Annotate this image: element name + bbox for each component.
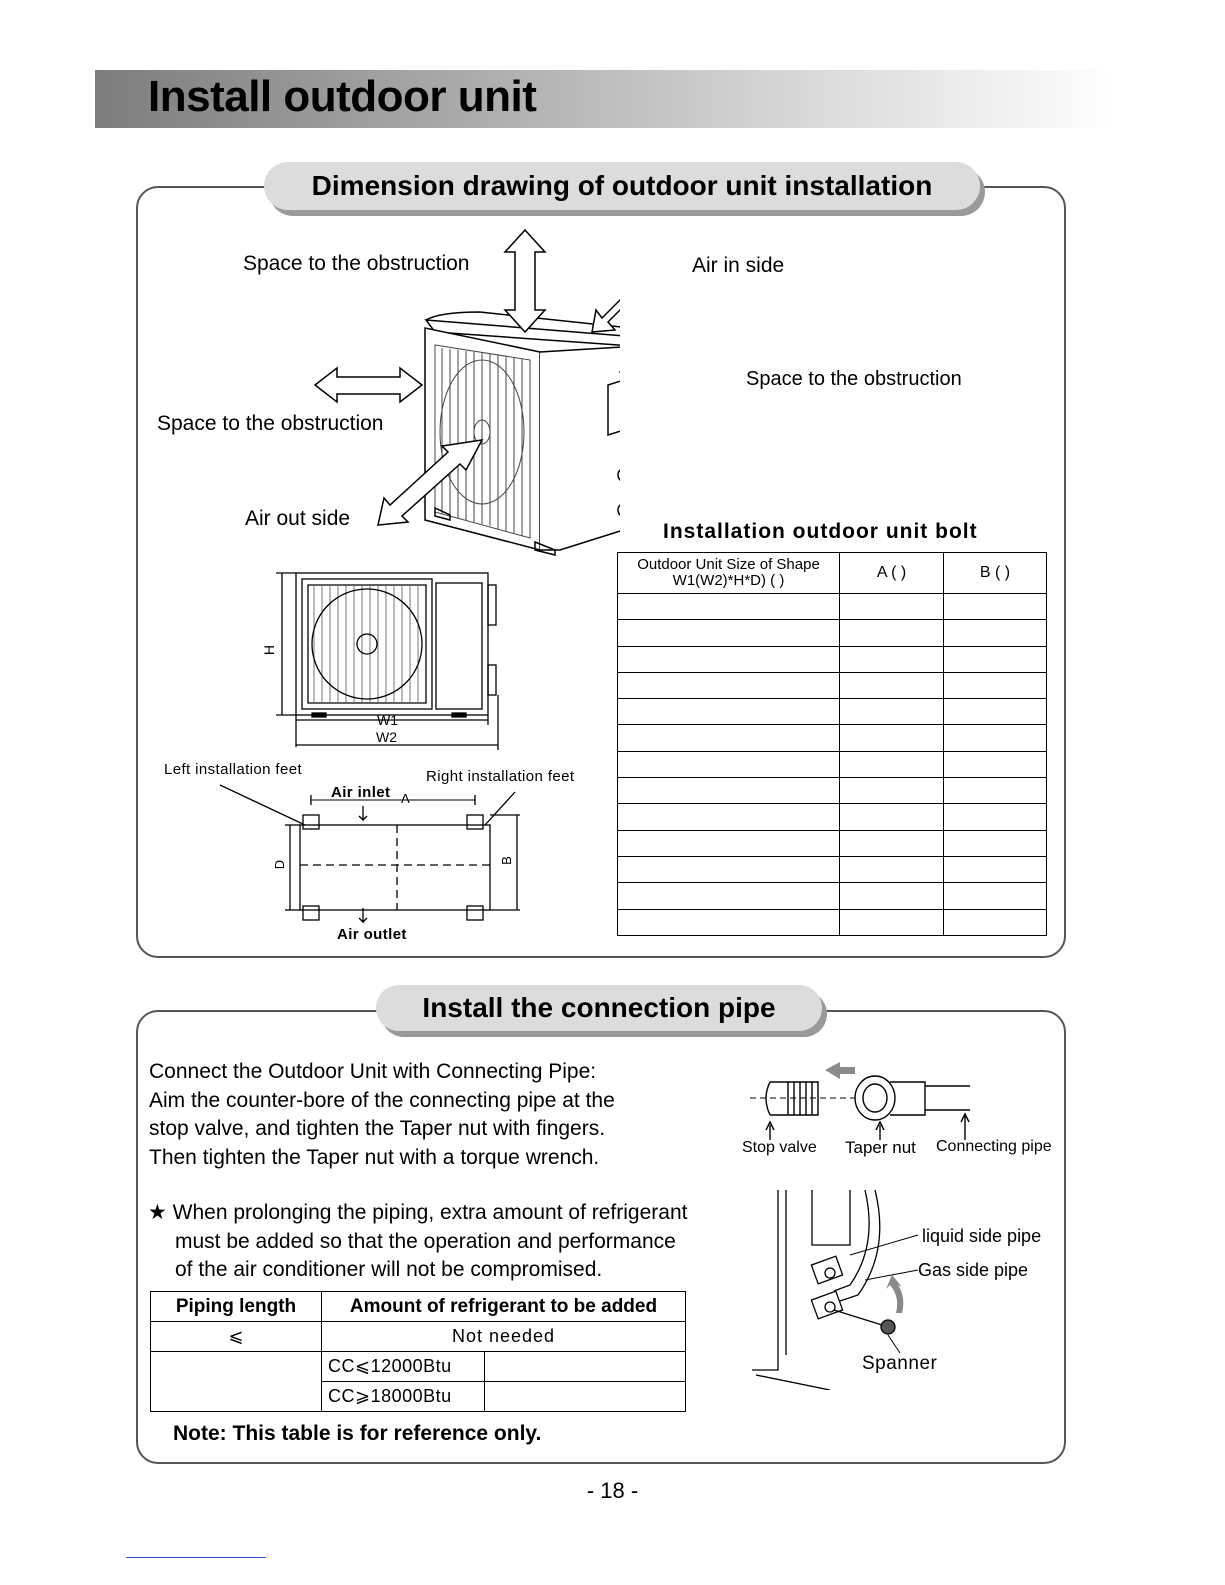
table-row [618,620,1047,646]
table-row [618,883,1047,909]
space-top-label: Space to the obstruction [243,252,470,275]
b-label: B [498,856,514,865]
w1-label: W1 [377,712,398,728]
reference-note: Note: This table is for reference only. [173,1422,542,1445]
refrig-header-length: Piping length [151,1292,322,1322]
refrigerant-note: ★ When prolonging the piping, extra amount of refrigerant must be added so that the operation and performance of the air conditioner will not be compromised. [148,1201,688,1281]
table-row [618,594,1047,620]
page-title: Install outdoor unit [148,72,537,121]
connection-instructions: Connect the Outdoor Unit with Connecting Pipe: Aim the counter-bore of the connecting pipe at the stop valve, and tighten the Taper nut with fingers. Then tighten the Taper nut with a torque wrench. [149,1060,615,1169]
bolt-header-a: A ( ) [840,553,944,594]
table-row [618,909,1047,935]
bolt-table [617,552,1047,936]
refrigerant-table [150,1291,686,1412]
bolt-table-title: Installation outdoor unit bolt [663,520,978,543]
table-row: CC⩽12000Btu [151,1352,686,1382]
h-label: H [261,644,278,656]
connecting-pipe-label: Connecting pipe [936,1138,1052,1155]
bolt-header-size: Outdoor Unit Size of Shape W1(W2)*H*D) ( ) [618,553,840,594]
footer-rule [126,1557,266,1558]
air-out-label: Air out side [245,507,351,530]
space-right-label: Space to the obstruction [746,368,962,390]
table-row [618,751,1047,777]
page-number: - 18 - [586,1478,639,1503]
table-row [618,830,1047,856]
taper-nut-label: Taper nut [845,1138,916,1157]
liquid-pipe-label: liquid side pipe [922,1226,1042,1246]
dimension-heading: Dimension drawing of outdoor unit installation [264,162,980,210]
table-row [618,699,1047,725]
stop-valve-label: Stop valve [742,1139,817,1156]
refrig-header-amount: Amount of refrigerant to be added [322,1292,686,1322]
air-in-label: Air in side [692,254,785,277]
air-inlet-label: Air inlet [331,784,391,801]
top-view-drawing [215,780,535,930]
table-row [618,672,1047,698]
right-feet-label: Right installation feet [426,768,575,785]
air-outlet-label: Air outlet [337,926,407,943]
table-row: ⩽ Not needed [151,1322,686,1352]
pipe-connection-diagram [750,1060,990,1140]
w2-label: W2 [376,729,397,745]
table-row [618,778,1047,804]
d-label: D [272,859,288,870]
table-row [618,725,1047,751]
pipe-heading: Install the connection pipe [376,985,822,1031]
space-left-label: Space to the obstruction [157,412,384,435]
table-row [618,804,1047,830]
table-row: CC⩾18000Btu [151,1382,686,1412]
bolt-header-b: B ( ) [944,553,1047,594]
table-row [618,646,1047,672]
a-label: A [401,791,410,806]
table-row [618,856,1047,882]
spanner-label: Spanner [862,1353,938,1374]
left-feet-label: Left installation feet [164,761,303,778]
gas-pipe-label: Gas side pipe [918,1260,1029,1280]
